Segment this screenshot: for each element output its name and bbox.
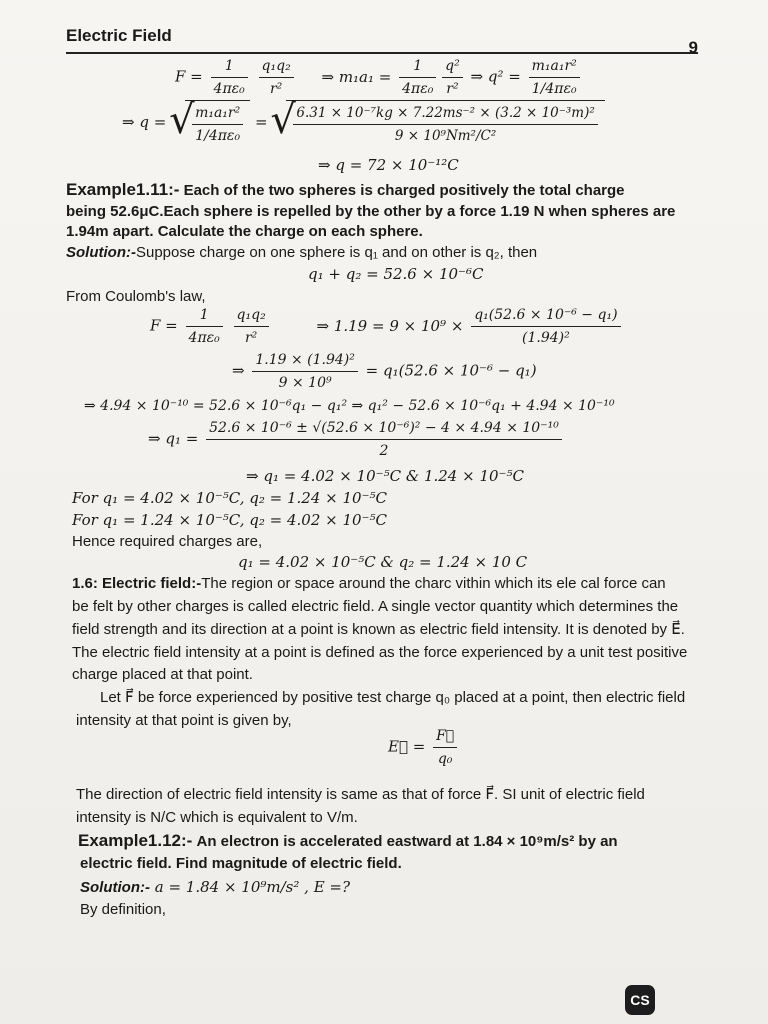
section-1-6-line-7: intensity at that point is given by, <box>76 712 292 729</box>
numerator: 52.6 × 10⁻⁶ ± √(52.6 × 10⁻⁶)² − 4 × 4.94 × 10⁻¹⁰ <box>206 418 562 440</box>
denominator: r² <box>269 81 283 97</box>
header-title: Electric Field <box>66 26 172 45</box>
section-1-6-line-1 <box>72 574 666 594</box>
example-11-line-1 <box>66 180 625 201</box>
camscanner-logo: CS <box>625 985 655 1015</box>
fraction <box>442 56 463 99</box>
fraction <box>192 103 243 146</box>
fraction <box>259 56 294 99</box>
equation-sum: q₁ + q₂ = 52.6 × 10⁻⁶C <box>308 265 484 283</box>
denominator: (1.94)² <box>522 330 570 346</box>
page-number: 9 <box>688 38 698 57</box>
fraction <box>433 726 457 769</box>
solution-label: Solution:- <box>80 879 150 896</box>
sqrt <box>286 100 604 146</box>
section-1-6-line-3: field strength and its direction at a point is known as electric field intensity. It is denoted by E⃗. <box>72 621 685 638</box>
case-2: For q₁ = 1.24 × 10⁻⁵C, q₂ = 4.02 × 10⁻⁵C <box>72 511 387 529</box>
fraction <box>186 305 223 348</box>
numerator: √ m₁a₁r² <box>192 103 243 125</box>
example-12-line-2: electric field. Find magnitude of electric field. <box>80 855 402 872</box>
fraction <box>206 418 562 461</box>
section-1-6-line-8: The direction of electric field intensity is same as that of force F⃗. SI unit of electric field <box>76 786 645 803</box>
section-1-6-line-9: intensity is N/C which is equivalent to V/m. <box>76 809 358 826</box>
denominator: q₀ <box>437 751 453 767</box>
numerator: q² <box>442 56 463 78</box>
numerator: q₁q₂ <box>234 305 269 327</box>
numerator: m₁a₁r² <box>529 56 580 78</box>
sqrt <box>185 100 250 146</box>
solution-line <box>66 243 537 263</box>
equation-q-result: ⇒ q = 72 × 10⁻¹²C <box>318 156 459 174</box>
solution-text: a = 1.84 × 10⁹m/s² , E =? <box>149 878 351 896</box>
coulomb-law-text: From Coulomb's law, <box>66 288 206 305</box>
equation-q-sqrt <box>122 100 605 146</box>
eq-term: F = <box>175 67 203 86</box>
eq-term: ⇒ q = <box>122 113 167 131</box>
example-11-line-2: being 52.6μC.Each sphere is repelled by the other by a force 1.19 N when spheres are <box>66 203 676 220</box>
fraction <box>399 56 436 99</box>
equation-quadratic <box>148 418 565 461</box>
solution-label: Solution:- <box>66 244 136 261</box>
fraction <box>471 305 620 348</box>
field-definition-equation <box>388 726 460 769</box>
eq-term: = <box>255 113 268 131</box>
denominator: 4πε₀ <box>188 330 220 346</box>
section-1-6-line-5: charge placed at that point. <box>72 666 253 683</box>
example-12-solution <box>80 877 350 898</box>
numerator: 1 <box>399 56 436 78</box>
hence-text: Hence required charges are, <box>72 533 263 550</box>
numerator: √ 6.31 × 10⁻⁷kg × 7.22ms⁻² × (3.2 × 10⁻³m)² <box>293 103 597 125</box>
example-11-line-3: 1.94m apart. Calculate the charge on each sphere. <box>66 223 423 240</box>
equation-coulomb-1 <box>150 305 624 348</box>
equation-force-mass <box>175 56 583 99</box>
eq-term: ⇒ <box>232 361 245 380</box>
section-1-6-line-4: The electric field intensity at a point is defined as the force experienced by a unit test positive <box>72 644 688 661</box>
eq-term: F = <box>150 316 178 335</box>
section-1-6-line-2: be felt by other charges is called electric field. A single vector quantity which determines the <box>72 598 679 615</box>
denominator: 9 × 10⁹ <box>278 375 332 391</box>
denominator: r² <box>446 81 459 97</box>
example-12-line-1 <box>78 831 618 852</box>
eq-term: ⇒ q₁ = <box>148 429 199 448</box>
denominator: 4πε₀ <box>213 81 245 97</box>
numerator: q₁(52.6 × 10⁻⁶ − q₁) <box>471 305 620 327</box>
example-label: Example1.11:- <box>66 180 180 199</box>
section-1-6-line-6: Let F⃗ be force experienced by positive test charge q₀ placed at a point, then electric field <box>100 689 686 706</box>
denominator: 4πε₀ <box>402 81 434 97</box>
numerator: 1.19 × (1.94)² <box>252 350 358 372</box>
denominator: 2 <box>379 443 389 459</box>
section-label: 1.6: Electric field:- <box>72 575 202 592</box>
section-text: The region or space around the charc vithin which its ele cal force can <box>201 575 666 592</box>
eq-term: E⃗ = <box>388 737 426 756</box>
fraction <box>252 350 358 393</box>
case-1: For q₁ = 4.02 × 10⁻⁵C, q₂ = 1.24 × 10⁻⁵C <box>72 489 387 507</box>
fraction <box>293 103 597 146</box>
denominator: 1/4πε₀ <box>531 81 577 97</box>
eq-term: ⇒ 1.19 = 9 × 10⁹ × <box>316 316 464 335</box>
fraction <box>211 56 248 99</box>
result-equation: q₁ = 4.02 × 10⁻⁵C & q₂ = 1.24 × 10 C <box>238 553 528 571</box>
example-text: Each of the two spheres is charged positively the total charge <box>183 182 625 199</box>
equation-coulomb-3: ⇒ 4.94 × 10⁻¹⁰ = 52.6 × 10⁻⁶q₁ − q₁² ⇒ q₁² − 52.6 × 10⁻⁶q₁ + 4.94 × 10⁻¹⁰ <box>84 398 615 414</box>
numerator: F⃗ <box>433 726 457 748</box>
fraction <box>529 56 580 99</box>
example-label: Example1.12:- <box>78 831 193 850</box>
eq-term: = q₁(52.6 × 10⁻⁶ − q₁) <box>365 361 537 380</box>
numerator: 1 <box>211 56 248 78</box>
eq-term: ⇒ q² = <box>470 67 521 86</box>
example-text: An electron is accelerated eastward at 1.84 × 10⁹m/s² by an <box>196 833 618 850</box>
denominator: 9 × 10⁹Nm²/C² <box>394 128 497 144</box>
equation-coulomb-2 <box>232 350 537 393</box>
page-header <box>66 26 698 57</box>
fraction <box>234 305 269 348</box>
eq-term: ⇒ m₁a₁ = <box>321 67 392 86</box>
numerator: 1 <box>186 305 223 327</box>
equation-q1-roots: ⇒ q₁ = 4.02 × 10⁻⁵C & 1.24 × 10⁻⁵C <box>246 467 524 485</box>
by-definition-text: By definition, <box>80 901 166 918</box>
solution-text: Suppose charge on one sphere is q₁ and on other is q₂, then <box>135 244 538 261</box>
numerator: q₁q₂ <box>259 56 294 78</box>
denominator: r² <box>244 330 258 346</box>
denominator: 1/4πε₀ <box>195 128 241 144</box>
